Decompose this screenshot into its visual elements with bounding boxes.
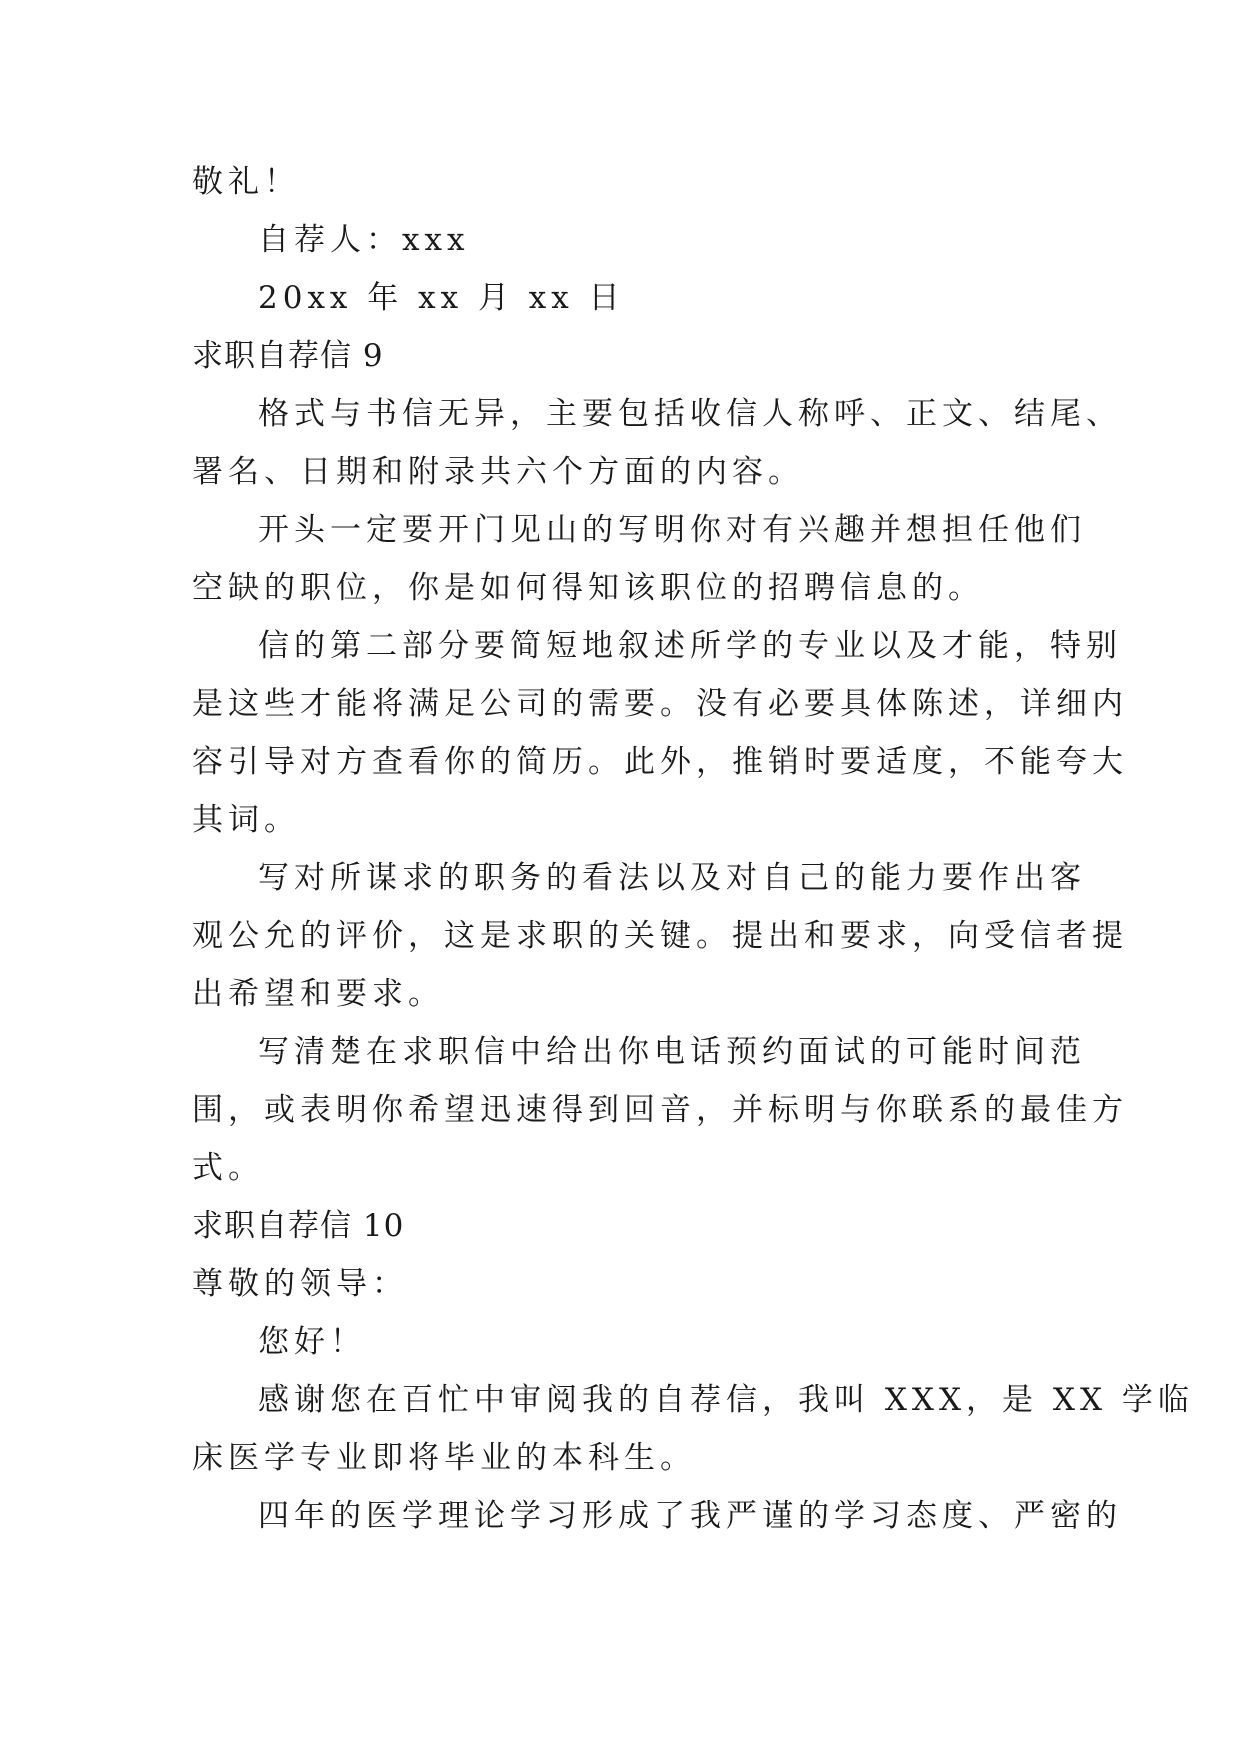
paragraph-line: 观公允的评价，这是求职的关键。提出和要求，向受信者提: [192, 918, 1128, 954]
paragraph-line: 感谢您在百忙中审阅我的自荐信，我叫 XXX，是 XX 学临: [258, 1382, 1194, 1418]
paragraph-line: 空缺的职位，你是如何得知该职位的招聘信息的。: [192, 570, 984, 606]
paragraph-line: 是这些才能将满足公司的需要。没有必要具体陈述，详细内: [192, 686, 1128, 722]
paragraph-line: 出希望和要求。: [192, 976, 444, 1012]
paragraph-line: 床医学专业即将毕业的本科生。: [192, 1440, 696, 1476]
signature-line: 自荐人：xxx: [258, 222, 470, 258]
greeting: 您好！: [258, 1324, 366, 1360]
salutation: 尊敬的领导：: [192, 1266, 408, 1302]
paragraph-line: 署名、日期和附录共六个方面的内容。: [192, 454, 804, 490]
paragraph-line: 格式与书信无异，主要包括收信人称呼、正文、结尾、: [258, 396, 1122, 432]
section-heading: 求职自荐信 9: [192, 338, 384, 374]
paragraph-line: 式。: [192, 1150, 264, 1186]
date-line: 20xx 年 xx 月 xx 日: [258, 280, 625, 316]
paragraph-line: 四年的医学理论学习形成了我严谨的学习态度、严密的: [258, 1498, 1122, 1534]
document-body: [192, 153, 1194, 1545]
paragraph-line: 信的第二部分要简短地叙述所学的专业以及才能，特别: [258, 628, 1122, 664]
paragraph-line: 开头一定要开门见山的写明你对有兴趣并想担任他们: [258, 512, 1086, 548]
paragraph-line: 容引导对方查看你的简历。此外，推销时要适度，不能夸大: [192, 744, 1128, 780]
paragraph-line: 其词。: [192, 802, 300, 838]
section-heading: 求职自荐信 10: [192, 1208, 405, 1244]
paragraph-line: 写清楚在求职信中给出你电话预约面试的可能时间范: [258, 1034, 1086, 1070]
closing-salute: 敬礼！: [192, 164, 300, 200]
paragraph-line: 围，或表明你希望迅速得到回音，并标明与你联系的最佳方: [192, 1092, 1128, 1128]
paragraph-line: 写对所谋求的职务的看法以及对自己的能力要作出客: [258, 860, 1086, 896]
